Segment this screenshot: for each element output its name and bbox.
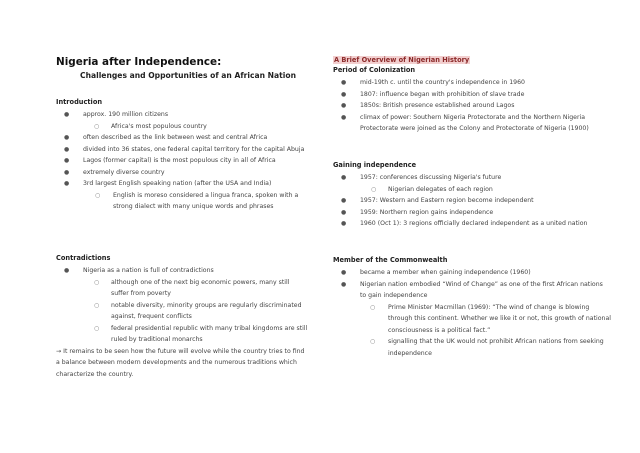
list-item: ● Nigerian nation embodied “Wind of Change” as one of the first African nations to gain independence [341,280,603,299]
bullet-icon: ● [64,134,70,141]
bullet-icon: ● [64,145,70,153]
bullet-icon: ○ [94,122,100,130]
bullet-icon: ● [64,180,70,187]
list-item: ● approx. 190 million citizens [56,109,308,121]
list-item: ● 3rd largest English speaking nation (after the USA and India) [56,178,308,190]
bullet-icon: ● [341,197,347,204]
list-item: ○ signalling that the UK would not prohibit African nations from seeking independence [370,338,604,357]
list-item: ● 1957: Western and Eastern region become independent [333,195,611,207]
list-item: ● mid-19th c. until the country's independence in 1960 [333,77,611,89]
bullet-icon: ● [341,102,347,109]
bullet-icon: ● [341,208,347,216]
bullet-icon: ● [341,90,347,98]
conclusion-text: → It remains to be seen how the future will evolve while the country tries to find a balance between modern developments and the numerous traditions which characterize the country. [56,347,305,378]
list-item: ● Lagos (former capital) is the most populous city in all of Africa [56,155,308,167]
section-heading-colonization: Period of Colonization [333,66,416,74]
bullet-icon: ● [341,269,347,276]
bullet-icon: ○ [370,303,376,311]
bullet-icon: ○ [94,301,100,309]
bullet-icon: ● [341,280,347,288]
page-subtitle: Challenges and Opportunities of an African Nation [80,71,296,80]
bullet-icon: ● [64,267,70,274]
list-item: ● divided into 36 states, one federal capital territory for the capital Abuja [56,144,308,156]
history-heading-highlight: A Brief Overview of Nigerian History [334,56,470,64]
list-item: ○ English is moreso considered a lingua franca, spoken with a strong dialect with many unique words and phrases [95,191,299,210]
contradictions-section [56,253,308,380]
bullet-icon: ● [341,79,347,86]
list-item: ● 1807: influence began with prohibition of slave trade [333,89,611,101]
left-column [56,97,308,213]
section-heading-independence: Gaining independence [333,161,417,169]
list-item: ● climax of power: Southern Nigeria Protectorate and the Northern Nigeria Protectorate were joined as the Colony and Protectorate of Nigeria (1900) [341,113,589,132]
list-item: ○ Africa's most populous country [56,121,308,133]
list-item: ● 1959: Northern region gains independence [333,207,611,219]
right-column [333,55,611,135]
bullet-icon: ● [64,168,70,176]
section-heading-commonwealth: Member of the Commonwealth [333,256,448,264]
list-item: ○ Nigerian delegates of each region [333,184,611,196]
bullet-icon: ● [64,157,70,164]
bullet-icon: ● [341,220,347,227]
list-item: ● 1957: conferences discussing Nigeria's future [333,172,611,184]
bullet-icon: ● [341,174,347,181]
page-title: Nigeria after Independence: [56,56,222,68]
list-item: ○ federal presidential republic with many tribal kingdoms are still ruled by traditional monarchs [94,324,308,343]
bullet-icon: ○ [370,338,376,345]
independence-section [333,160,611,230]
list-item: ● Nigeria as a nation is full of contradictions [56,265,308,277]
section-heading-introduction: Introduction [56,98,103,106]
list-item: ○ notable diversity, minority groups are regularly discriminated against, frequent conflicts [94,301,302,320]
bullet-icon: ● [341,113,347,121]
bullet-icon: ● [64,111,70,118]
bullet-icon: ○ [95,191,101,199]
list-item: ● 1960 (Oct 1): 3 regions officially declared independent as a united nation [333,218,611,230]
colonization-list [333,77,611,135]
list-item: ● extremely diverse country [56,167,308,179]
list-item: ● often described as the link between west and central Africa [56,132,308,144]
introduction-list [56,109,308,213]
section-heading-contradictions: Contradictions [56,254,111,262]
bullet-icon: ○ [94,278,100,286]
bullet-icon: ○ [371,185,377,193]
list-item: ○ although one of the next big economic powers, many still suffer from poverty [94,278,290,297]
contradictions-list [56,265,308,346]
commonwealth-section [333,255,611,359]
bullet-icon: ○ [94,324,100,332]
commonwealth-list [333,267,611,359]
section-heading-history [333,55,611,65]
list-item: ● became a member when gaining independence (1960) [333,267,611,279]
list-item: ● 1850s: British presence established around Lagos [333,100,611,112]
independence-list [333,172,611,230]
list-item: ○ Prime Minister Macmillan (1969): “The wind of change is blowing through this continent. Whether we like it or not, this growth of national consciousness is a political fact.” [370,303,611,334]
